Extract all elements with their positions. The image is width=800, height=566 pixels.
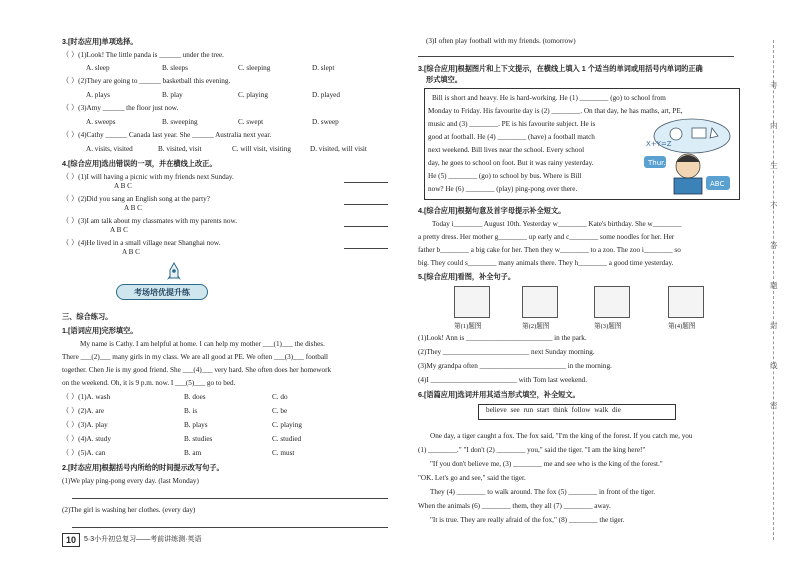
margin-char: 线	[770, 361, 778, 370]
picture-2	[522, 286, 558, 318]
answer-line[interactable]	[344, 226, 388, 227]
passage-line: music and (3) ________. PE is his favourite subject. He is	[428, 120, 596, 128]
margin-char: 不	[770, 201, 778, 210]
q3-opt: B. visited, visit	[158, 145, 202, 153]
cloze-opt-row: （ ）(2)A. are	[62, 407, 105, 415]
margin-char: 密	[770, 401, 778, 410]
cloze-opt-row: （ ）(5)A. can	[62, 449, 106, 457]
cloze-opt: B. am	[184, 449, 202, 457]
q4-abc: A B C	[124, 204, 142, 212]
q4-item-2: （ ）(2)Did you sang an English song at the party?	[62, 195, 210, 203]
margin-char: 封	[770, 321, 778, 330]
cloze-opt-row: （ ）(4)A. study	[62, 435, 111, 443]
svg-text:Thur.: Thur.	[648, 159, 666, 167]
picture-caption: 第(4)题图	[668, 323, 696, 330]
passage-line: good at football. He (4) ________ (have) a football match	[428, 133, 595, 141]
q4-item-4: （ ）(4)He lived in a small village near Shanghai now.	[62, 239, 221, 247]
picture-caption: 第(3)题图	[594, 323, 622, 330]
q3-opt: D. played	[312, 91, 340, 99]
rewrite-sentence: (2)The girl is washing her clothes. (every day)	[62, 506, 196, 514]
footer-text: 5·3小升初总复习——考前讲练测·英语	[84, 536, 202, 543]
cloze-opt: C. studied	[272, 435, 302, 443]
q6-line: When the animals (6) ________ them, they all (7) ________ away.	[418, 502, 611, 510]
answer-line[interactable]	[344, 182, 388, 183]
passage-line: now? He (6) ________ (play) ping-pong over there.	[428, 185, 578, 193]
answer-line[interactable]	[344, 248, 388, 249]
q6-line: One day, a tiger caught a fox. The fox said, "I'm the king of the forest. If you catch me, you	[430, 432, 693, 440]
cloze-line: There ___(2)___ many girls in my class. We are all good at PE. We often ___(3)___ football	[62, 353, 329, 361]
q4-title: 4.[综合应用]选出错误的一项，并在横线上改正。	[62, 159, 217, 168]
q6-line: "If you don't believe me, (3) ________ me and see who is the king of the forest."	[430, 460, 663, 468]
q3-item-3: （ ）(3)Amy ______ the floor just now.	[62, 104, 179, 112]
margin-char: 考	[770, 81, 778, 90]
q4r-line: big. They could s________ many animals there. They h________ a good time yesterday.	[418, 259, 674, 267]
q3-opt: C. sleeping	[238, 64, 271, 72]
q6-line: "OK. Let's go and see," said the tiger.	[418, 474, 526, 482]
svg-text:ABC: ABC	[710, 180, 725, 188]
cloze-opt: C. must	[272, 449, 295, 457]
cloze-opt: B. studies	[184, 435, 213, 443]
q3-opt: B. sleeps	[162, 64, 188, 72]
cloze-opt-row: （ ）(3)A. play	[62, 421, 108, 429]
cloze-opt: B. is	[184, 407, 198, 415]
q5-sentence: (1)Look! Ann is ________________________ in the park.	[418, 334, 587, 342]
picture-caption: 第(2)题图	[522, 323, 550, 330]
q3-opt: A. visits, visited	[86, 145, 133, 153]
page-number: 10	[62, 533, 80, 547]
q3-opt: A. plays	[86, 91, 110, 99]
q3-title: 3.[时态应用]单项选择。	[62, 37, 138, 46]
rewrite-sentence: (1)We play ping-pong every day. (last Monday)	[62, 477, 199, 485]
q6-title: 6.[语篇应用]选词并用其适当形式填空，补全短文。	[418, 390, 580, 399]
cloze-line: together. Chen Jie is my good friend. She ___(4)___ very hard. She often does her homework	[62, 366, 332, 374]
q4-item-1: （ ）(1)I will having a picnic with my friends next Sunday.	[62, 173, 234, 181]
q5-sentence: (2)They ________________________ next Sunday morning.	[418, 348, 595, 356]
cloze-title: 1.[语词应用]完形填空。	[62, 326, 138, 335]
rewrite-title: 2.[时态应用]根据括号内所给的时间提示改写句子。	[62, 463, 224, 472]
cloze-line: on the weekend. Oh, it is 9 p.m. now. I ___(5)___ go to bed.	[62, 379, 236, 387]
q4r-line: father b________ a big cake for her. Then they w________ to a zoo. The zoo i________ so	[418, 246, 681, 254]
picture-1	[454, 286, 490, 318]
q3-opt: D. sweep	[312, 118, 339, 126]
q5-sentence: (4)I ________________________ with Tom last weekend.	[418, 376, 588, 384]
picture-4	[668, 286, 704, 318]
q4r-line: a pretty dress. Her mother g________ up early and c________ some noodles for her. Her	[418, 233, 675, 241]
q3-opt: D. slept	[312, 64, 335, 72]
q3-opt: B. play	[162, 91, 183, 99]
q4-abc: A B C	[114, 182, 132, 190]
q4r-line: Today i________ August 10th. Yesterday w________ Kate's birthday. She w________	[432, 220, 682, 228]
cloze-opt: C. be	[272, 407, 288, 415]
q6-line: (1) ________." "I don't (2) ________ you," said the tiger. "I am the king here!"	[418, 446, 646, 454]
picture-caption: 第(1)题图	[454, 323, 482, 330]
q4-abc: A B C	[110, 226, 128, 234]
rewrite-sentence: (3)I often play football with my friends. (tomorrow)	[426, 37, 576, 45]
passage-line: Bill is short and heavy. He is hard-working. He (1) ________ (go) to school from	[432, 94, 666, 102]
passage-line: day, he goes to school on foot. But it was rainy yesterday.	[428, 159, 594, 167]
margin-char: 题	[770, 281, 778, 290]
cloze-opt-row: （ ）(1)A. wash	[62, 393, 111, 401]
q3-opt: B. sweeping	[162, 118, 198, 126]
q3-opt: C. swept	[238, 118, 264, 126]
q3-item-2: （ ）(2)They are going to ______ basketball this evening.	[62, 77, 231, 85]
margin-char: 生	[770, 161, 778, 170]
q3-opt: A. sweeps	[86, 118, 116, 126]
q4-abc: A B C	[122, 248, 140, 256]
answer-line[interactable]	[418, 56, 734, 57]
q3r-title: 3.[综合应用]根据图片和上下文提示，在横线上填入 1 个适当的单词或用括号内单词的正确	[418, 64, 703, 73]
cloze-opt: C. do	[272, 393, 288, 401]
answer-line[interactable]	[72, 527, 388, 528]
q3-opt: C. will visit, visiting	[232, 145, 291, 153]
rocket-icon	[166, 262, 182, 284]
q6-line: They (4) ________ to walk around. The fox (5) ________ in front of the tiger.	[430, 488, 656, 496]
q4-item-3: （ ）(3)I am talk about my classmates with my parents now.	[62, 217, 237, 225]
part3-heading: 三、综合练习。	[62, 312, 113, 321]
q6-line: "It is true. They are really afraid of the fox," (8) ________ the tiger.	[430, 516, 625, 524]
margin-char: 内	[770, 121, 778, 130]
cloze-line: My name is Cathy. I am helpful at home. I can help my mother ___(1)___ the dishes.	[80, 340, 325, 348]
answer-line[interactable]	[344, 204, 388, 205]
q3-item-1: （ ）(1)Look! The little panda is ______ under the tree.	[62, 51, 224, 59]
cloze-opt: C. playing	[272, 421, 302, 429]
q3r-title-2: 形式填空。	[426, 75, 462, 84]
cloze-opt: B. does	[184, 393, 206, 401]
passage-line: He (5) ________ (go) to school by bus. Where is Bill	[428, 172, 582, 180]
q5-title: 5.[综合应用]看图，补全句子。	[418, 272, 516, 281]
binding-margin	[748, 0, 800, 566]
picture-3	[594, 286, 630, 318]
q5-sentence: (3)My grandpa often ________________________ in the morning.	[418, 362, 612, 370]
cloze-opt: B. plays	[184, 421, 208, 429]
q3-opt: A. sleep	[86, 64, 110, 72]
q3-opt: C. playing	[238, 91, 268, 99]
word-box-words: believe see run start think follow walk die	[486, 406, 621, 414]
boy-thinking-illustration	[640, 116, 734, 196]
passage-line: Monday to Friday. His favourite day is (2) ________. On that day, he has maths, art, PE,	[428, 107, 683, 115]
answer-line[interactable]	[72, 498, 388, 499]
passage-line: next weekend. Bill lives near the school. Every school	[428, 146, 585, 154]
section-banner: 考场培优提升练	[116, 284, 208, 300]
q3-opt: D. visited, will visit	[310, 145, 367, 153]
q3-item-4: （ ）(4)Cathy ______ Canada last year. She ______ Australia next year.	[62, 131, 272, 139]
svg-text:X+Y=Z: X+Y=Z	[646, 140, 672, 148]
margin-char: 答	[770, 241, 778, 250]
q4r-title: 4.[综合应用]根据句意及首字母提示补全短文。	[418, 206, 566, 215]
